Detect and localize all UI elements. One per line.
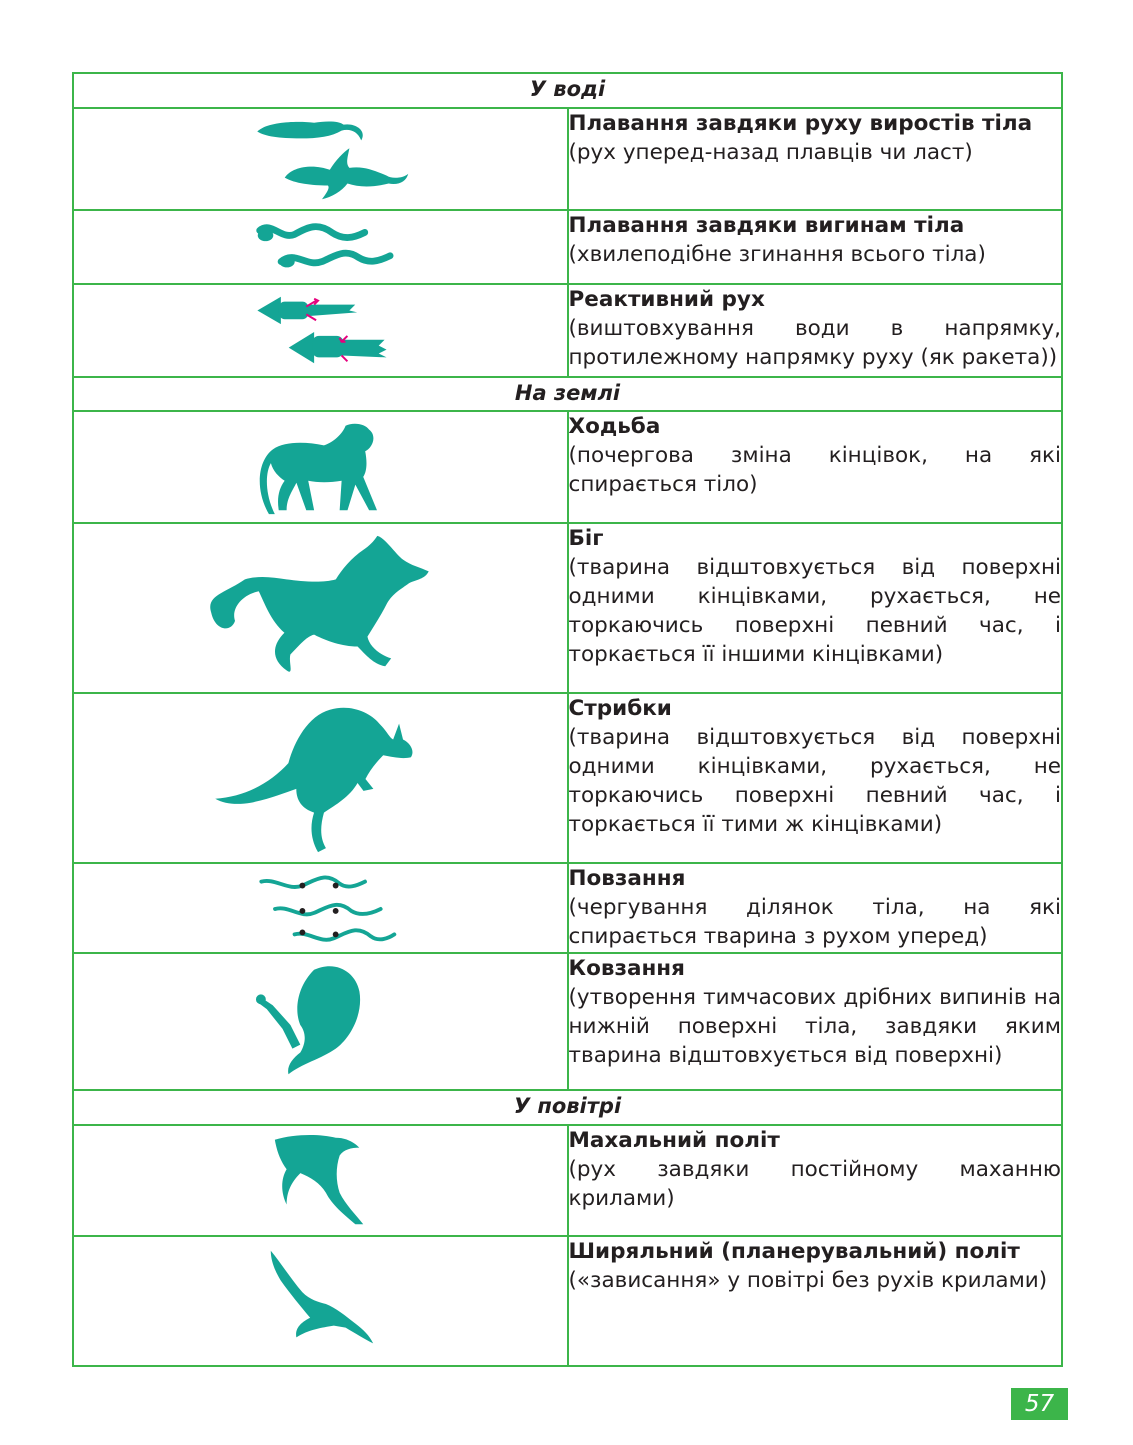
kangaroo-icon [73,693,568,863]
section-header-land: На землі [73,377,1062,411]
row-title: Махальний політ [568,1128,780,1153]
fish-icon [73,108,568,210]
row-title: Повзання [568,866,686,891]
row-title: Ходьба [568,414,661,439]
row-title: Біг [568,526,604,551]
horse-icon [73,523,568,693]
row-description: (тварина відштовхується від поверхні одними кінцівками, рухається, не торкаючись поверхні певний час, і торкається її тими ж кінцівками) [568,725,1061,837]
row-title: Реактивний рух [568,287,765,312]
locomotion-table [72,72,1063,1367]
row-description: (рух завдяки постійному маханню крилами) [568,1157,1061,1211]
row-description: (виштовхування води в напрямку, протилежному напрямку руху (як ракета)) [568,316,1061,370]
row-description: (хвилеподібне згинання всього тіла) [568,242,986,267]
row-description: (почергова зміна кінцівок, на які спирається тіло) [568,443,1061,497]
eel-icon [73,210,568,284]
row-description: (чергування ділянок тіла, на які спирається тварина з рухом уперед) [568,895,1061,949]
row-title: Ширяльний (планерувальний) політ [568,1239,1020,1264]
soaring-bird-icon [73,1236,568,1366]
row-title: Плавання завдяки руху виростів тіла [568,111,1033,136]
row-title: Плавання завдяки вигинам тіла [568,213,965,238]
squid-icon [73,284,568,377]
snail-icon [73,953,568,1090]
row-description: (рух уперед-назад плавців чи ласт) [568,140,973,165]
row-description: («зависання» у повітрі без рухів крилами) [568,1268,1048,1293]
section-header-water: У воді [73,73,1062,108]
monkey-icon [73,411,568,523]
section-header-air: У повітрі [73,1090,1062,1125]
page-number: 57 [1024,1391,1055,1417]
flapping-bird-icon [73,1125,568,1236]
worm-icon [73,863,568,953]
row-title: Ковзання [568,956,685,981]
row-title: Стрибки [568,696,672,721]
page-number-badge [1011,1388,1068,1420]
row-description: (утворення тимчасових дрібних випинів на нижній поверхні тіла, завдяки яким тварина відштовхується від поверхні) [568,985,1061,1068]
row-description: (тварина відштовхується від поверхні одними кінцівками, рухається, не торкаючись поверхні певний час, і торкається її іншими кінцівками) [568,555,1061,667]
